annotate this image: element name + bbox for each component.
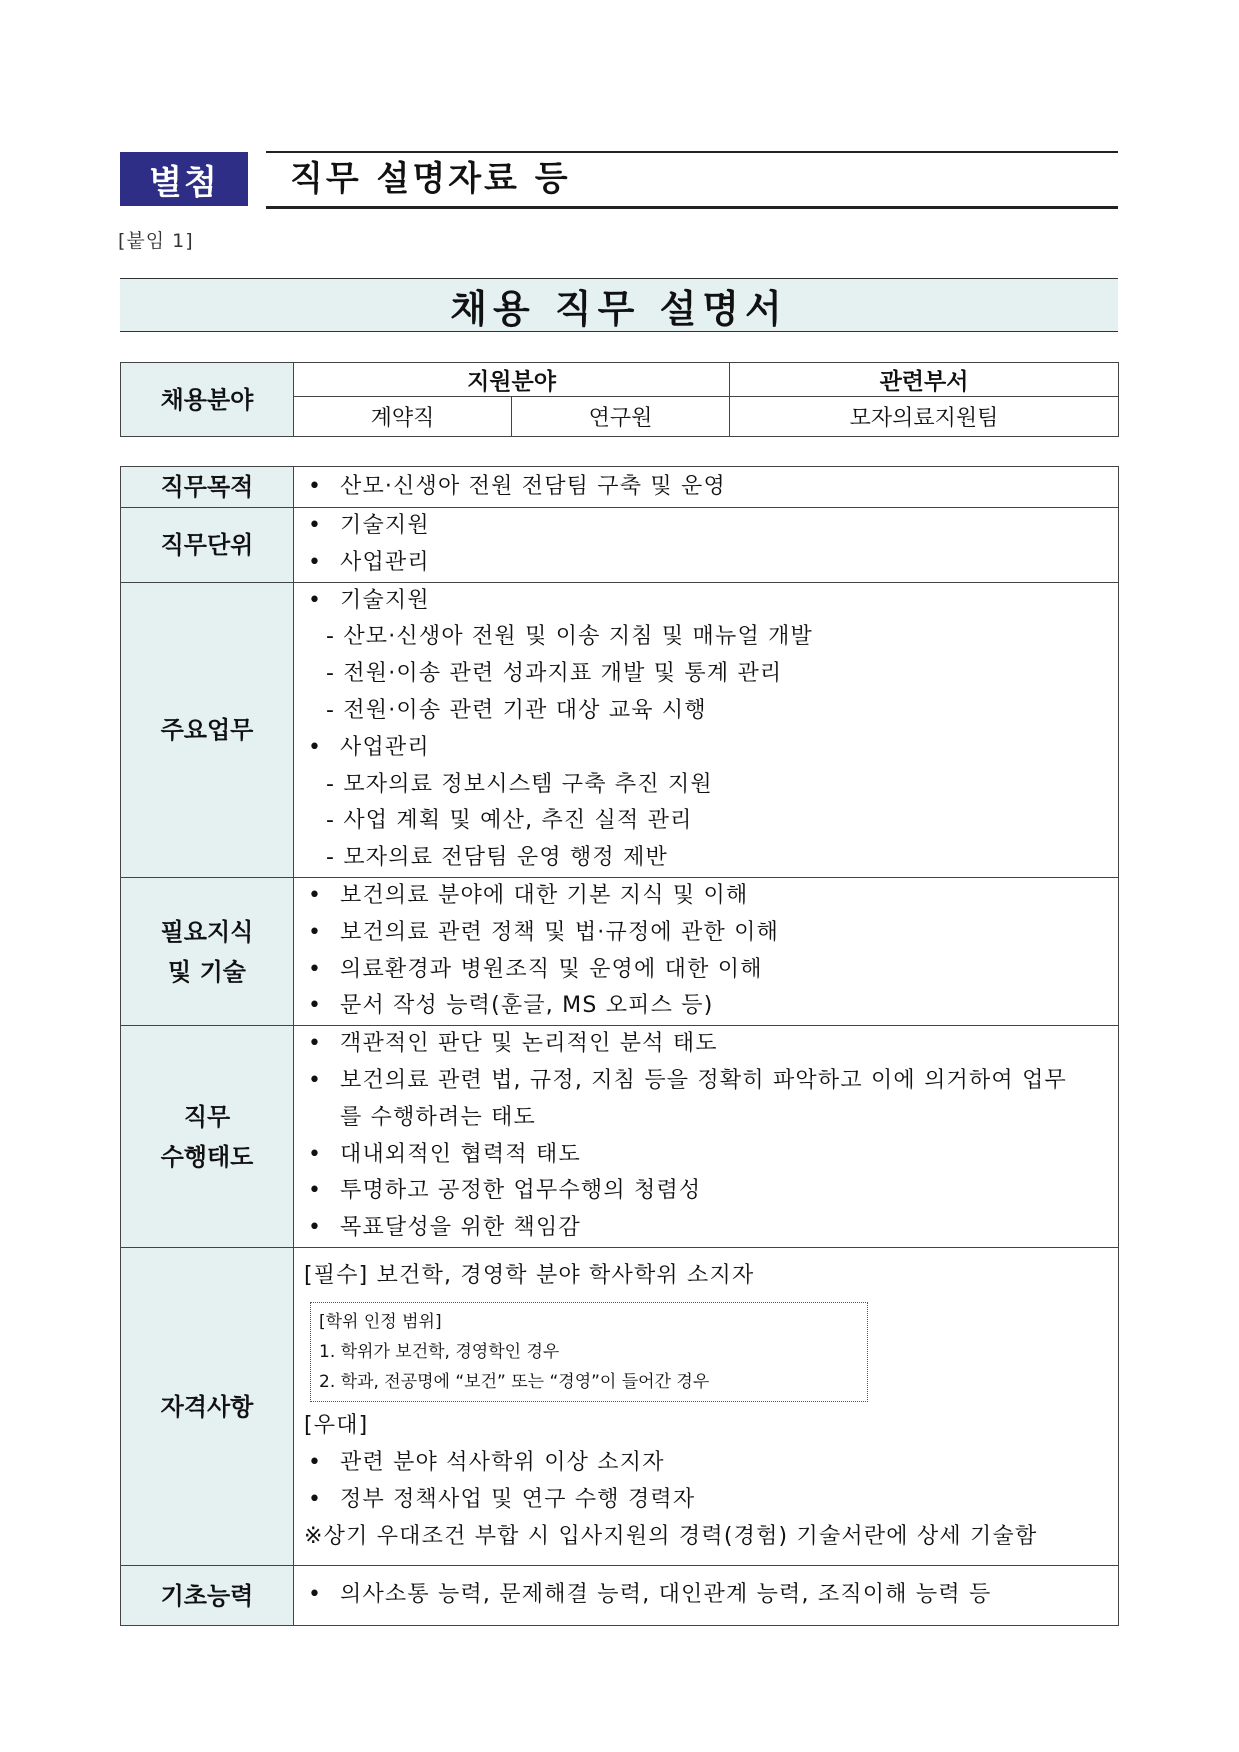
header-rule-bottom <box>266 206 1118 209</box>
knowledge-label <box>121 877 294 1025</box>
department-header: 관련부서 <box>730 363 1119 397</box>
list-item: - 산모·신생아 전원 및 이송 지침 및 매뉴얼 개발 <box>326 624 814 650</box>
list-item: • 관련 분야 석사학위 이상 소지자 <box>304 1445 1110 1482</box>
list-item-continuation: 를 수행하려는 태도 <box>340 1104 537 1130</box>
list-item: • 사업관리 <box>304 545 1110 582</box>
list-item: • 보건의료 관련 정책 및 법·규정에 관한 이해 <box>304 915 1110 952</box>
table-row <box>121 582 1119 877</box>
duties-label: 주요업무 <box>121 582 294 877</box>
list-item: • 기술지원 <box>304 508 1110 545</box>
table-row <box>121 1248 1119 1566</box>
list-item: • 보건의료 분야에 대한 기본 지식 및 이해 <box>304 878 1110 915</box>
qualification-label: 자격사항 <box>121 1248 294 1566</box>
position-cell: 연구원 <box>512 397 730 437</box>
basic-ability-content <box>294 1566 1119 1626</box>
attitude-label-line2: 수행태도 <box>160 1142 254 1171</box>
job-description-table <box>120 466 1119 1626</box>
duties-content <box>294 582 1119 877</box>
note-item: 1. 학위가 보건학, 경영학인 경우 <box>319 1342 560 1363</box>
list-item: • 문서 작성 능력(훈글, MS 오피스 등) <box>304 988 1110 1025</box>
list-item: • 기술지원 <box>304 583 1110 620</box>
recruitment-field-table <box>120 362 1119 437</box>
employment-type-cell: 계약직 <box>294 397 512 437</box>
header-rule-top <box>266 151 1118 153</box>
list-item: • 의료환경과 병원조직 및 운영에 대한 이해 <box>304 952 1110 989</box>
list-item: • 목표달성을 위한 책임감 <box>304 1210 1110 1247</box>
attitude-label <box>121 1026 294 1248</box>
list-item: - 전원·이송 관련 기관 대상 교육 시행 <box>326 697 707 723</box>
list-item: - 모자의료 전담팀 운영 행정 제반 <box>326 845 668 871</box>
knowledge-content <box>294 877 1119 1025</box>
list-item: - 모자의료 정보시스템 구축 추진 지원 <box>326 771 713 797</box>
required-qualification: [필수] 보건학, 경영학 분야 학사학위 소지자 <box>304 1262 755 1288</box>
knowledge-label-line2: 및 기술 <box>168 957 246 986</box>
list-item: • 보건의료 관련 법, 규정, 지침 등을 정확히 파악하고 이에 의거하여 업무 <box>304 1063 1110 1100</box>
knowledge-label-line1: 필요지식 <box>160 917 254 946</box>
attitude-content <box>294 1026 1119 1248</box>
table-row <box>121 467 1119 508</box>
attachment-badge: 별첨 <box>120 152 248 206</box>
list-item: • 정부 정책사업 및 연구 수행 경력자 <box>304 1482 1110 1519</box>
list-item: - 전원·이송 관련 성과지표 개발 및 통계 관리 <box>326 661 783 687</box>
support-field-header: 지원분야 <box>294 363 730 397</box>
table-row <box>121 508 1119 583</box>
table-row <box>121 1026 1119 1248</box>
list-item: • 객관적인 판단 및 논리적인 분석 태도 <box>304 1026 1110 1063</box>
list-item: • 의사소통 능력, 문제해결 능력, 대인관계 능력, 조직이해 능력 등 <box>304 1577 1110 1614</box>
basic-ability-label: 기초능력 <box>121 1566 294 1626</box>
list-item: • 산모·신생아 전원 전담팀 구축 및 운영 <box>304 469 1110 506</box>
department-cell: 모자의료지원팀 <box>730 397 1119 437</box>
note-title: [학위 인정 범위] <box>319 1312 442 1333</box>
unit-label: 직무단위 <box>121 508 294 583</box>
list-item: • 사업관리 <box>304 730 1110 767</box>
purpose-content <box>294 467 1119 508</box>
qualification-remark: ※상기 우대조건 부합 시 입사지원의 경력(경험) 기술서란에 상세 기술함 <box>304 1523 1038 1549</box>
unit-content <box>294 508 1119 583</box>
purpose-label: 직무목적 <box>121 467 294 508</box>
document-title: 채용 직무 설명서 <box>120 278 1118 332</box>
list-item: • 대내외적인 협력적 태도 <box>304 1137 1110 1174</box>
attitude-label-line1: 직무 <box>183 1102 231 1131</box>
degree-scope-note <box>310 1302 868 1402</box>
table-row <box>121 1566 1119 1626</box>
table-row <box>121 877 1119 1025</box>
attachment-label: [붙임 1] <box>118 230 194 252</box>
list-item: • 투명하고 공정한 업무수행의 청렴성 <box>304 1173 1110 1210</box>
page-title: 직무 설명자료 등 <box>290 159 571 199</box>
note-item: 2. 학과, 전공명에 “보건” 또는 “경영”이 들어간 경우 <box>319 1372 710 1393</box>
list-item: - 사업 계획 및 예산, 추진 실적 관리 <box>326 808 693 834</box>
qualification-content <box>294 1248 1119 1566</box>
preferred-title: [우대] <box>304 1413 369 1439</box>
recruitment-field-label: 채용분야 <box>121 363 294 437</box>
